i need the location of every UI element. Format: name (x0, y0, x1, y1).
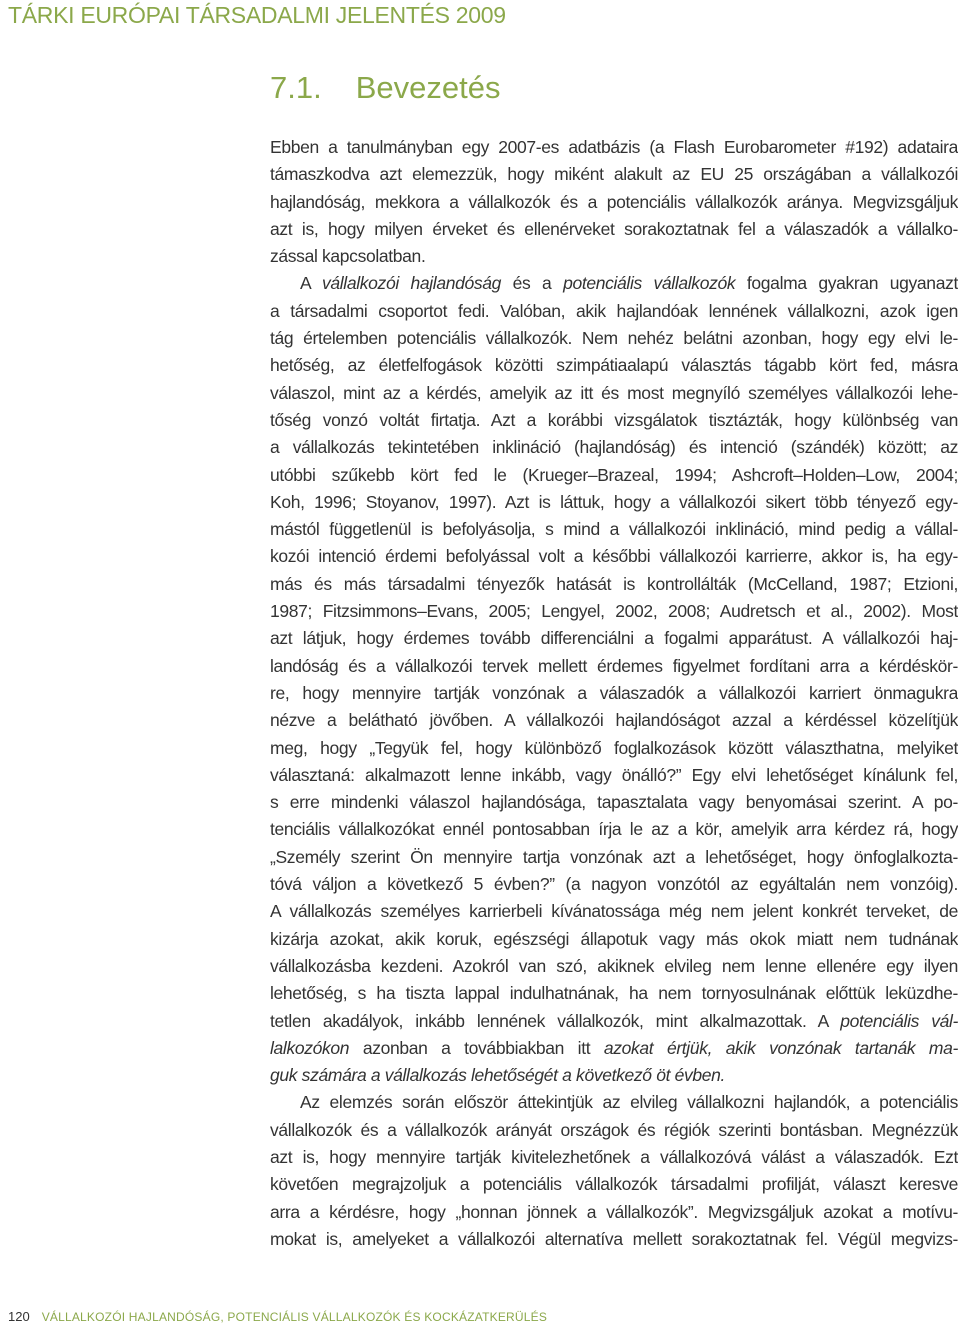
text-line: Koh, 1996; Stoyanov, 1997). Azt is láttuk, hogy a vállalkozói sikert több tényező egy- (270, 491, 958, 512)
text-line: Az elemzés során először áttekintjük az elvileg vállalkozni hajlandók, a potenciális (300, 1092, 958, 1113)
text-line: vállalkozásba kezdeni. Azokról van szó, akiknek elvileg nem lenne ellenére egy ilyen (270, 955, 958, 976)
running-footer-title: VÁLLALKOZÓI HAJLANDÓSÁG, POTENCIÁLIS VÁLLALKOZÓK ÉS KOCKÁZATKERÜLÉS (41, 1310, 548, 1324)
page-number: 120 (8, 1309, 30, 1324)
text-line: zással kapcsolatban. (270, 246, 426, 267)
text-line: A vállalkozás személyes karrierbeli kívánatossága még nem jelent konkrét terveket, de (270, 901, 958, 922)
text-line: arra a kérdésre, hogy „honnan jönnek a vállalkozók”. Megvizsgáljuk azokat a motívu- (270, 1201, 958, 1222)
emphasis: vállalkozói hajlandóság (321, 273, 502, 294)
text-line: s erre mindenki válaszol hajlandósága, tapasztalata vagy benyomásai szerint. A po- (270, 792, 958, 813)
text-line: támaszkodva azt elemezzük, hogy miként alakult az EU 25 országában a vállalkozói (270, 164, 958, 185)
section-number: 7.1. (270, 70, 322, 105)
text-line: tőség vonzó voltát firtatja. Azt a korábbi vizsgálatok tisztázták, hogy különbség van (270, 409, 958, 430)
text-line: válaszol, mint az a kérdés, amelyik az itt és most megnyíló személyes vállalkozói lehe- (270, 382, 958, 403)
text-line: tóvá váljon a következő 5 évben?” (a nagyon vonzótól az egyáltalán nem vonzóig). (270, 874, 958, 895)
paragraph-intro (270, 134, 958, 270)
text-line: vállalkozók és a vállalkozók arányát országok és régiók szerinti bontásban. Megnézzük (270, 1119, 958, 1140)
text-line: re, hogy mennyire tartják vonzónak a válaszadók a vállalkozói karriert önmagukra (270, 682, 958, 703)
text-line: „Személy szerint Ön mennyire tartja vonzónak azt a lehetőséget, hogy önfoglalkozta- (270, 846, 958, 867)
text-line: lalkozókon azonban a továbbiakban itt azokat értjük, akik vonzónak tartanák ma- (270, 1037, 958, 1058)
running-header-title: TÁRKI EURÓPAI TÁRSADALMI JELENTÉS 2009 (8, 2, 506, 28)
text-line: azt látjuk, hogy érdemes tovább differenciálni a fogalmi apparátust. A vállalkozói haj- (270, 628, 958, 649)
text-line: hajlandóság, mekkora a vállalkozók és a potenciális vállalkozók aránya. Megvizsgáljuk (270, 191, 958, 212)
paragraph-definitions (270, 270, 958, 1089)
section-title: Bevezetés (355, 70, 501, 105)
text-line (270, 1062, 958, 1089)
text-line: A vállalkozói hajlandóság és a potenciális vállalkozók fogalma gyakran ugyanazt (300, 273, 958, 294)
text-line: utóbbi szűkebb kört fed le (Krueger–Brazeal, 1994; Ashcroft–Holden–Low, 2004; (270, 464, 958, 485)
body-text (270, 134, 958, 1253)
emphasis: lalkozókon (270, 1037, 350, 1058)
text-line: kizárja azokat, akik koruk, egészségi állapotuk vagy más okok miatt nem tudnának (270, 928, 958, 949)
text-line: mokat is, amelyeket a vállalkozói alternatíva mellett sorakoztatnak fel. Végül megvizs- (270, 1228, 958, 1249)
emphasis: azokat értjük, akik vonzónak tartanák ma- (603, 1037, 958, 1058)
emphasis: potenciális vállalkozók (563, 273, 736, 294)
text-line: tenciális vállalkozókat ennél pontosabban írja le az a kör, amelyik arra kérdez rá, hogy (270, 819, 958, 840)
text-line: a társadalmi csoportot fedi. Valóban, akik hajlandóak lennének vállalkozni, azok igen (270, 300, 958, 321)
text-line: azt is, hogy mennyire tartják kivitelezhetőnek a vállalkozóvá válást a válaszadók. Ezt (270, 1146, 958, 1167)
text-line: 1987; Fitzsimmons–Evans, 2005; Lengyel, 2002, 2008; Audretsch et al., 2002). Most (270, 601, 958, 622)
text-line: kozói intenció érdemi befolyással volt a későbbi vállalkozói karrierre, akkor is, ha egy- (270, 546, 958, 567)
text-line: tetlen akadályok, inkább lennének vállalkozók, mint alkalmazottak. A potenciális vál- (270, 1010, 958, 1031)
text-line: azt is, hogy milyen érveket és ellenérveket sorakoztatnak fel a válaszadók a vállalko- (270, 218, 958, 239)
text-line: a vállalkozás tekintetében inklináció (hajlandóság) és intenció (szándék) között; az (270, 437, 958, 458)
text-line: választaná: alkalmazott lenne inkább, vagy önálló?” Egy elvi lehetőséget kínálunk fel, (270, 764, 958, 785)
text-line: nézve a belátható jövőben. A vállalkozói hajlandóságot azzal a kérdéssel közelítjük (270, 710, 958, 731)
text-line: más és más társadalmi tényezők hatását is kontrollálták (McCelland, 1987; Etzioni, (270, 573, 958, 594)
text-line: tág értelemben potenciális vállalkozók. Nem nehéz belátni azonban, hogy egy elvi le- (270, 328, 958, 349)
text-line: hetőség, az életfelfogások közötti szimpátiaalapú választás tágabb kört fed, másra (270, 355, 958, 376)
text-line: landóság és a vállalkozói tervek mellett érdemes figyelmet fordítani arra a kérdéskör- (270, 655, 958, 676)
text-line: mástól függetlenül is befolyásolja, s mind a vállalkozói inklináció, mind pedig a vállal- (270, 519, 958, 540)
emphasis: guk számára a vállalkozás lehetőségét a következő öt évben. (270, 1065, 726, 1086)
emphasis: potenciális vál- (840, 1010, 958, 1031)
text-line: Ebben a tanulmányban egy 2007-es adatbázis (a Flash Eurobarometer #192) adataira (270, 137, 958, 157)
section-heading (270, 70, 500, 106)
text-line: lehetőség, s ha tiszta lappal indulhatnának, ha nem tornyosulnának előttük leküzdhe- (270, 983, 958, 1004)
paragraph-outline (270, 1089, 958, 1253)
text-line: meg, hogy „Tegyük fel, hogy különböző foglalkozások között választhatna, melyiket (270, 737, 958, 758)
page-footer (8, 1309, 547, 1324)
text-line: követően megrajzoljuk a potenciális vállalkozók társadalmi profilját, választ keresve (270, 1174, 958, 1195)
